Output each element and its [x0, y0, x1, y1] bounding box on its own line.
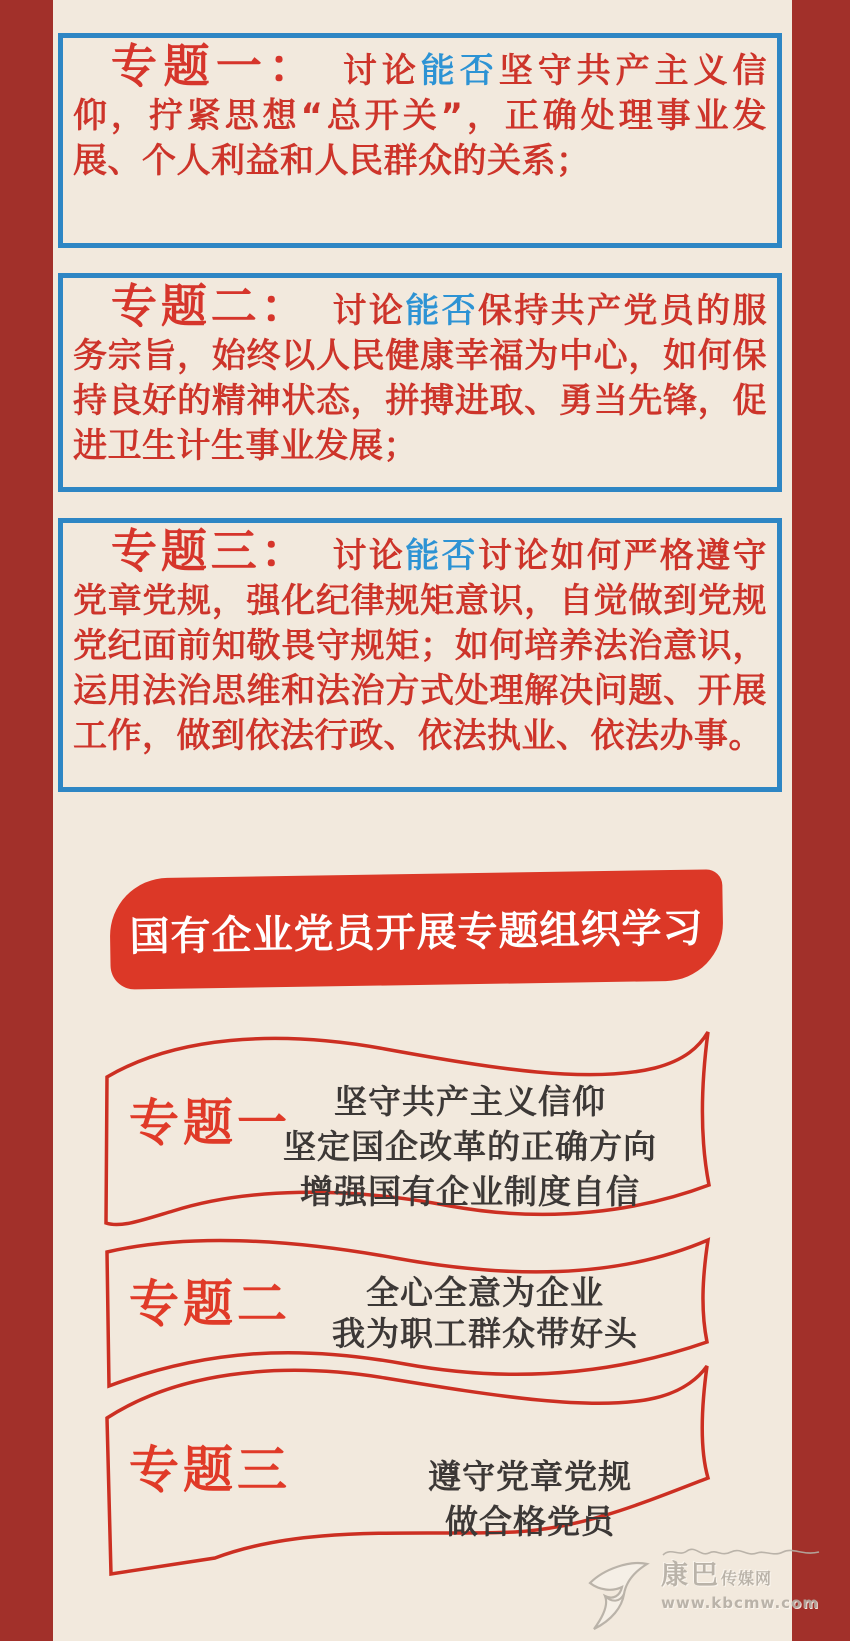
- topic-box-1-rest: 坚守共产主义信仰，拧紧思想“总开关”，正确处理事业发展、个人利益和人民群众的关系；: [73, 51, 768, 181]
- section-banner-label: 国有企业党员开展专题组织学习: [129, 905, 704, 961]
- topic-box-3-text: [63, 523, 777, 759]
- topic-box-3: [58, 518, 782, 792]
- left-red-border: [0, 0, 53, 1641]
- topic-box-3-highlight: 能否: [405, 536, 478, 576]
- watermark-url: www.kbcmw.com: [661, 1594, 819, 1612]
- flag-2-line: 全心全意为企业: [366, 1273, 604, 1312]
- topic-box-2: [58, 273, 782, 492]
- flag-2-lines: [260, 1272, 710, 1354]
- flag-1-title: 专题一: [129, 1094, 291, 1152]
- topic-box-3-pre: 讨论: [332, 536, 406, 576]
- flag-1-line: 坚守共产主义信仰: [334, 1082, 606, 1121]
- flag-3-line: 做合格党员: [445, 1502, 615, 1541]
- watermark-brand-row: [661, 1561, 833, 1594]
- flag-2-line: 我为职工群众带好头: [332, 1314, 638, 1353]
- section-banner: [109, 869, 724, 990]
- topic-box-1-pre: 讨论: [342, 51, 421, 91]
- topic-box-2-text: [63, 278, 777, 469]
- topic-box-1: [58, 33, 782, 248]
- flag-3-lines: [340, 1454, 720, 1544]
- topic-box-2-pre: 讨论: [332, 291, 406, 331]
- flag-1-line: 增强国有企业制度自信: [300, 1172, 640, 1211]
- topic-box-3-title: 专题三：: [111, 524, 311, 578]
- flag-2-title: 专题二: [129, 1275, 291, 1333]
- flag-1-lines: [245, 1079, 695, 1214]
- topic-box-2-highlight: 能否: [405, 291, 478, 331]
- flag-3-line: 遵守党章党规: [428, 1457, 632, 1496]
- topic-box-1-text: [63, 38, 777, 184]
- watermark-brand: 康巴: [661, 1560, 721, 1591]
- topic-box-1-highlight: 能否: [420, 51, 499, 91]
- flag-3-title: 专题三: [129, 1441, 291, 1499]
- topic-box-3-rest: 讨论如何严格遵守党章党规，强化纪律规矩意识，自觉做到党规党纪面前知敬畏守规矩；如何培养法治意识，运用法治思维和法治方式处理解决问题、开展工作，做到依法行政、依法执业、依法办事。: [73, 536, 768, 756]
- topic-box-1-title: 专题一：: [111, 39, 321, 93]
- right-red-border: [792, 0, 850, 1641]
- topic-box-2-title: 专题二：: [111, 279, 311, 333]
- watermark-brand-suffix: 传媒网: [721, 1569, 773, 1588]
- tibetan-script-flourish-icon: [661, 1545, 821, 1561]
- watermark: [583, 1545, 833, 1635]
- flag-1-line: 坚定国企改革的正确方向: [283, 1127, 657, 1166]
- kbcmw-logo-icon: [583, 1553, 655, 1633]
- flag-banner-1: [95, 1027, 720, 1227]
- topic-box-2-rest: 保持共产党员的服务宗旨，始终以人民健康幸福为中心，如何保持良好的精神状态，拼搏进取、勇当先锋，促进卫生计生事业发展；: [73, 291, 768, 466]
